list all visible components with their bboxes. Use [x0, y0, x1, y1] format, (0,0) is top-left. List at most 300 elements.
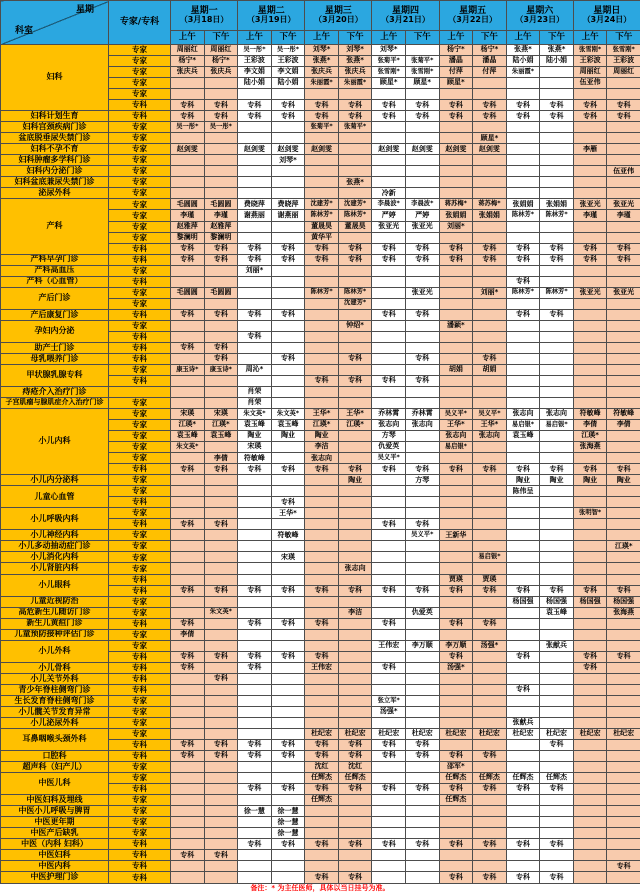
schedule-cell: 专科 [271, 739, 305, 750]
schedule-cell: 宋瑛 [171, 409, 205, 420]
schedule-cell: 朱丽霞* [338, 78, 372, 89]
schedule-cell: 专科 [204, 651, 238, 662]
schedule-cell: 张娟娟 [439, 210, 473, 221]
department-name: 盆底脱垂尿失禁门诊 [1, 133, 109, 144]
schedule-cell [271, 563, 305, 574]
schedule-cell [439, 287, 473, 298]
schedule-cell: 专科 [238, 464, 272, 475]
department-name: 小儿神经内科 [1, 530, 109, 541]
schedule-cell [238, 684, 272, 695]
department-name: 中医妇科 [1, 850, 109, 861]
schedule-row [1, 662, 640, 673]
schedule-cell [607, 773, 640, 784]
schedule-cell: 专科 [171, 254, 205, 265]
schedule-cell [171, 795, 205, 806]
schedule-cell [204, 177, 238, 188]
schedule-cell [439, 706, 473, 717]
schedule-cell [372, 133, 406, 144]
schedule-cell: 顾星* [405, 78, 439, 89]
schedule-cell: 严婷 [405, 210, 439, 221]
pm-header: 下午 [204, 31, 238, 45]
schedule-cell [204, 872, 238, 884]
schedule-cell [540, 717, 574, 728]
schedule-cell: 专科 [405, 839, 439, 850]
schedule-cell [439, 309, 473, 320]
schedule-cell: 赵雅萍 [171, 221, 205, 232]
schedule-cell [338, 530, 372, 541]
schedule-cell: 专科 [271, 651, 305, 662]
schedule-cell [171, 265, 205, 276]
department-name: 小儿泌尿外科 [1, 717, 109, 728]
schedule-cell [607, 739, 640, 750]
schedule-cell [540, 828, 574, 839]
schedule-cell: 李洁 [305, 442, 339, 453]
schedule-cell [338, 331, 372, 342]
schedule-cell [338, 828, 372, 839]
schedule-cell: 周沁* [238, 364, 272, 375]
schedule-cell: 专科 [305, 872, 339, 884]
schedule-cell [439, 596, 473, 607]
schedule-cell [372, 177, 406, 188]
schedule-cell [171, 872, 205, 884]
schedule-cell [271, 607, 305, 618]
schedule-cell: 张燕* [305, 56, 339, 67]
row-type-label: 专科 [109, 497, 171, 508]
schedule-row [1, 364, 640, 375]
schedule-cell: 王彩波 [238, 56, 272, 67]
schedule-cell: 徐一慧 [271, 828, 305, 839]
schedule-cell [573, 751, 607, 762]
schedule-cell [271, 364, 305, 375]
schedule-cell: 陶业 [607, 475, 640, 486]
am-header: 上午 [439, 31, 473, 45]
schedule-cell [238, 640, 272, 651]
schedule-cell [573, 706, 607, 717]
schedule-cell [473, 155, 507, 166]
schedule-cell [338, 618, 372, 629]
schedule-cell: 张志向 [473, 431, 507, 442]
schedule-cell: 陈林芳* [540, 210, 574, 221]
department-name: 小儿骨科 [1, 662, 109, 673]
schedule-cell [540, 177, 574, 188]
schedule-cell [540, 662, 574, 673]
schedule-cell [271, 596, 305, 607]
day-name: 星期四 [391, 5, 419, 16]
schedule-cell [473, 166, 507, 177]
schedule-cell [171, 78, 205, 89]
schedule-cell: 伍亚伟 [607, 166, 640, 177]
day-name: 星期三 [324, 5, 352, 16]
schedule-cell: 贾瑛 [439, 574, 473, 585]
schedule-cell [540, 629, 574, 640]
schedule-cell: 专科 [439, 651, 473, 662]
schedule-cell [473, 806, 507, 817]
row-type-label: 专科 [109, 585, 171, 596]
schedule-cell: 专科 [271, 111, 305, 122]
schedule-cell [573, 607, 607, 618]
schedule-row [1, 684, 640, 695]
schedule-cell [405, 486, 439, 497]
schedule-cell: 李万顺 [439, 640, 473, 651]
schedule-cell [540, 850, 574, 861]
schedule-cell [439, 508, 473, 519]
schedule-cell: 李晨波* [372, 199, 406, 210]
row-type-label: 专家 [109, 166, 171, 177]
department-name: 产科高血压 [1, 265, 109, 276]
schedule-cell [506, 629, 540, 640]
schedule-cell: 李倩 [204, 453, 238, 464]
schedule-cell: 赵剑雯 [271, 144, 305, 155]
schedule-cell: 杨宁* [439, 45, 473, 56]
row-type-label [109, 386, 171, 397]
schedule-cell [271, 695, 305, 706]
row-type-label: 专科 [109, 519, 171, 530]
department-name: 痔疮介入治疗门诊 [1, 386, 109, 397]
department-name: 中医小儿呼吸与脾胃 [1, 806, 109, 817]
schedule-cell [338, 166, 372, 177]
schedule-cell [204, 552, 238, 563]
day-date: （3月21日） [381, 15, 430, 25]
department-name: 超声科（妇产儿） [1, 762, 109, 773]
schedule-cell [405, 596, 439, 607]
schedule-cell [204, 795, 238, 806]
schedule-cell: 刘丽* [439, 221, 473, 232]
schedule-cell [473, 607, 507, 618]
schedule-cell [473, 850, 507, 861]
row-type-label: 专家 [109, 530, 171, 541]
schedule-cell: 陶业 [506, 475, 540, 486]
schedule-cell [473, 298, 507, 309]
schedule-cell: 李倩 [607, 420, 640, 431]
schedule-cell [338, 398, 372, 409]
schedule-cell: 杨国强 [573, 596, 607, 607]
schedule-cell [573, 265, 607, 276]
schedule-cell [607, 530, 640, 541]
schedule-cell [607, 618, 640, 629]
schedule-cell [506, 508, 540, 519]
schedule-cell: 杜纪宏 [573, 728, 607, 739]
schedule-cell [439, 298, 473, 309]
schedule-cell [338, 497, 372, 508]
schedule-cell [305, 133, 339, 144]
schedule-cell: 张雪刚* [405, 67, 439, 78]
schedule-row [1, 872, 640, 884]
schedule-cell: 张志向 [506, 409, 540, 420]
schedule-cell [439, 806, 473, 817]
schedule-cell [271, 629, 305, 640]
schedule-cell [338, 453, 372, 464]
schedule-cell [573, 773, 607, 784]
schedule-cell [171, 839, 205, 850]
schedule-cell [405, 795, 439, 806]
schedule-cell [305, 850, 339, 861]
schedule-cell [372, 398, 406, 409]
row-type-label: 专家 [109, 221, 171, 232]
schedule-cell: 专科 [405, 375, 439, 386]
schedule-row [1, 122, 640, 133]
schedule-cell [204, 728, 238, 739]
schedule-cell: 肖荣 [238, 386, 272, 397]
schedule-cell: 专科 [238, 111, 272, 122]
schedule-cell: 陶业 [573, 475, 607, 486]
schedule-cell [540, 673, 574, 684]
schedule-cell: 杜纪宏 [372, 728, 406, 739]
schedule-cell [171, 331, 205, 342]
schedule-cell [473, 89, 507, 100]
row-type-label: 专家 [109, 607, 171, 618]
schedule-cell [204, 486, 238, 497]
schedule-cell: 专科 [540, 243, 574, 254]
schedule-cell [607, 353, 640, 364]
schedule-cell [506, 398, 540, 409]
schedule-cell [573, 133, 607, 144]
schedule-cell [171, 607, 205, 618]
schedule-cell: 杨国强 [607, 596, 640, 607]
row-type-label: 专家 [109, 629, 171, 640]
schedule-cell [372, 773, 406, 784]
schedule-cell: 潘颖* [439, 320, 473, 331]
schedule-cell: 江瑛* [607, 541, 640, 552]
schedule-cell: 符敏峰 [238, 453, 272, 464]
schedule-cell [171, 640, 205, 651]
department-name: 中医更年期 [1, 817, 109, 828]
schedule-cell [405, 453, 439, 464]
department-name: 儿童近视防治 [1, 596, 109, 607]
schedule-cell: 专科 [204, 100, 238, 111]
schedule-cell [405, 320, 439, 331]
schedule-cell [473, 342, 507, 353]
schedule-cell: 专科 [305, 651, 339, 662]
department-name: 青少年脊柱侧弯门诊 [1, 684, 109, 695]
schedule-cell [338, 806, 372, 817]
schedule-cell: 张亚光 [573, 199, 607, 210]
schedule-cell [238, 133, 272, 144]
schedule-cell [238, 89, 272, 100]
schedule-cell [305, 684, 339, 695]
schedule-cell [405, 442, 439, 453]
schedule-cell: 张雪刚* [607, 45, 640, 56]
schedule-cell [405, 89, 439, 100]
department-name: 母乳喂养门诊 [1, 353, 109, 364]
schedule-cell: 专科 [372, 375, 406, 386]
schedule-cell: 易启银* [540, 420, 574, 431]
pm-header: 下午 [473, 31, 507, 45]
schedule-cell: 专科 [506, 784, 540, 795]
schedule-cell [607, 155, 640, 166]
schedule-cell: 专科 [473, 111, 507, 122]
department-name: 中医妇科及埋线 [1, 795, 109, 806]
schedule-cell [540, 453, 574, 464]
schedule-cell [405, 188, 439, 199]
schedule-cell [506, 122, 540, 133]
schedule-row [1, 717, 640, 728]
schedule-cell [540, 276, 574, 287]
schedule-cell: 刘琴* [305, 45, 339, 56]
schedule-cell [473, 541, 507, 552]
schedule-cell [506, 133, 540, 144]
schedule-cell [439, 331, 473, 342]
schedule-cell [305, 353, 339, 364]
schedule-cell [372, 298, 406, 309]
row-type-label: 专科 [109, 353, 171, 364]
schedule-row [1, 276, 640, 287]
schedule-row [1, 111, 640, 122]
row-type-label: 专科 [109, 342, 171, 353]
schedule-cell [405, 762, 439, 773]
schedule-cell [305, 486, 339, 497]
schedule-cell [271, 662, 305, 673]
schedule-cell: 江瑛* [171, 420, 205, 431]
schedule-cell: 朱文英* [171, 442, 205, 453]
schedule-cell [204, 629, 238, 640]
schedule-cell: 专科 [439, 111, 473, 122]
schedule-cell [506, 739, 540, 750]
week-header-label: 星期 [75, 5, 94, 15]
row-type-label: 专科 [109, 839, 171, 850]
schedule-cell: 专科 [506, 254, 540, 265]
schedule-cell: 宋瑛 [271, 552, 305, 563]
row-type-label: 专科 [109, 861, 171, 872]
schedule-cell [372, 651, 406, 662]
schedule-cell: 朱丽霞* [305, 78, 339, 89]
day-header-2 [238, 1, 305, 31]
department-name: 中医儿科 [1, 773, 109, 795]
schedule-cell: 费晓萍 [271, 199, 305, 210]
schedule-cell [204, 530, 238, 541]
schedule-cell [171, 717, 205, 728]
schedule-cell: 陈林芳* [506, 287, 540, 298]
schedule-cell [607, 839, 640, 850]
schedule-cell [305, 806, 339, 817]
schedule-cell [473, 508, 507, 519]
schedule-cell [506, 519, 540, 530]
department-name: 妇科不孕不育 [1, 144, 109, 155]
schedule-cell: 专科 [607, 861, 640, 872]
department-name: 子宫肌瘤与腺肌症介入治疗门诊 [1, 398, 109, 409]
schedule-cell: 任辉杰 [305, 773, 339, 784]
schedule-cell [573, 453, 607, 464]
schedule-cell [405, 629, 439, 640]
row-type-label: 专家 [109, 232, 171, 243]
schedule-row [1, 188, 640, 199]
schedule-cell: 专科 [171, 243, 205, 254]
schedule-cell [439, 850, 473, 861]
pm-header: 下午 [607, 31, 640, 45]
schedule-cell [473, 596, 507, 607]
schedule-cell: 陶业 [540, 475, 574, 486]
am-header: 上午 [171, 31, 205, 45]
schedule-cell [607, 442, 640, 453]
schedule-cell: 专科 [305, 618, 339, 629]
schedule-cell: 张亚光 [372, 221, 406, 232]
schedule-cell [439, 453, 473, 464]
schedule-cell [506, 607, 540, 618]
schedule-cell: 刘琴* [338, 45, 372, 56]
schedule-cell [338, 651, 372, 662]
row-type-label: 专家 [109, 541, 171, 552]
schedule-cell [405, 618, 439, 629]
department-name: 孕妇内分泌 [1, 320, 109, 342]
schedule-row [1, 762, 640, 773]
schedule-cell [607, 574, 640, 585]
schedule-cell [372, 552, 406, 563]
schedule-row [1, 728, 640, 739]
schedule-cell: 张志向 [540, 409, 574, 420]
schedule-cell [338, 817, 372, 828]
schedule-cell: 钟绍* [338, 320, 372, 331]
schedule-row [1, 817, 640, 828]
schedule-cell [204, 144, 238, 155]
schedule-cell: 专科 [439, 243, 473, 254]
schedule-cell [372, 287, 406, 298]
schedule-cell: 吴一彤* [271, 45, 305, 56]
schedule-cell: 杜纪宏 [338, 728, 372, 739]
schedule-cell [204, 375, 238, 386]
schedule-cell [473, 739, 507, 750]
row-type-label: 专家 [109, 144, 171, 155]
schedule-cell: 专科 [473, 100, 507, 111]
schedule-cell [506, 861, 540, 872]
schedule-cell: 专科 [372, 254, 406, 265]
schedule-cell: 陈林芳* [506, 210, 540, 221]
schedule-row [1, 166, 640, 177]
schedule-cell [271, 762, 305, 773]
schedule-cell [540, 342, 574, 353]
schedule-cell: 专科 [372, 111, 406, 122]
schedule-cell [271, 166, 305, 177]
schedule-cell [439, 861, 473, 872]
schedule-cell: 任辉杰 [540, 773, 574, 784]
schedule-cell [372, 486, 406, 497]
schedule-cell [338, 673, 372, 684]
schedule-cell: 赵剑雯 [473, 144, 507, 155]
schedule-cell [238, 728, 272, 739]
schedule-cell: 符敏峰 [607, 409, 640, 420]
schedule-cell [607, 232, 640, 243]
schedule-cell [439, 629, 473, 640]
department-name: 口腔科 [1, 751, 109, 762]
schedule-cell: 沈红 [305, 762, 339, 773]
schedule-cell: 张志向 [439, 431, 473, 442]
schedule-cell: 陆小娟 [271, 78, 305, 89]
day-header-7 [573, 1, 640, 31]
schedule-cell: 李瑾 [204, 210, 238, 221]
schedule-row [1, 45, 640, 56]
schedule-cell [405, 133, 439, 144]
schedule-cell: 专科 [338, 100, 372, 111]
schedule-cell: 专科 [372, 464, 406, 475]
department-name: 儿童预防接种评估门诊 [1, 629, 109, 640]
schedule-cell [238, 717, 272, 728]
schedule-cell [372, 497, 406, 508]
schedule-cell [405, 331, 439, 342]
schedule-cell: 专科 [171, 651, 205, 662]
schedule-cell [573, 739, 607, 750]
schedule-cell [540, 320, 574, 331]
schedule-cell [372, 320, 406, 331]
schedule-cell [540, 232, 574, 243]
schedule-cell [372, 232, 406, 243]
schedule-cell: 专科 [204, 464, 238, 475]
department-name: 中医（内科 妇科） [1, 839, 109, 850]
schedule-cell [439, 828, 473, 839]
schedule-cell [506, 177, 540, 188]
schedule-cell [204, 508, 238, 519]
schedule-cell [573, 784, 607, 795]
schedule-cell [473, 78, 507, 89]
schedule-cell [204, 784, 238, 795]
schedule-cell: 专科 [238, 751, 272, 762]
